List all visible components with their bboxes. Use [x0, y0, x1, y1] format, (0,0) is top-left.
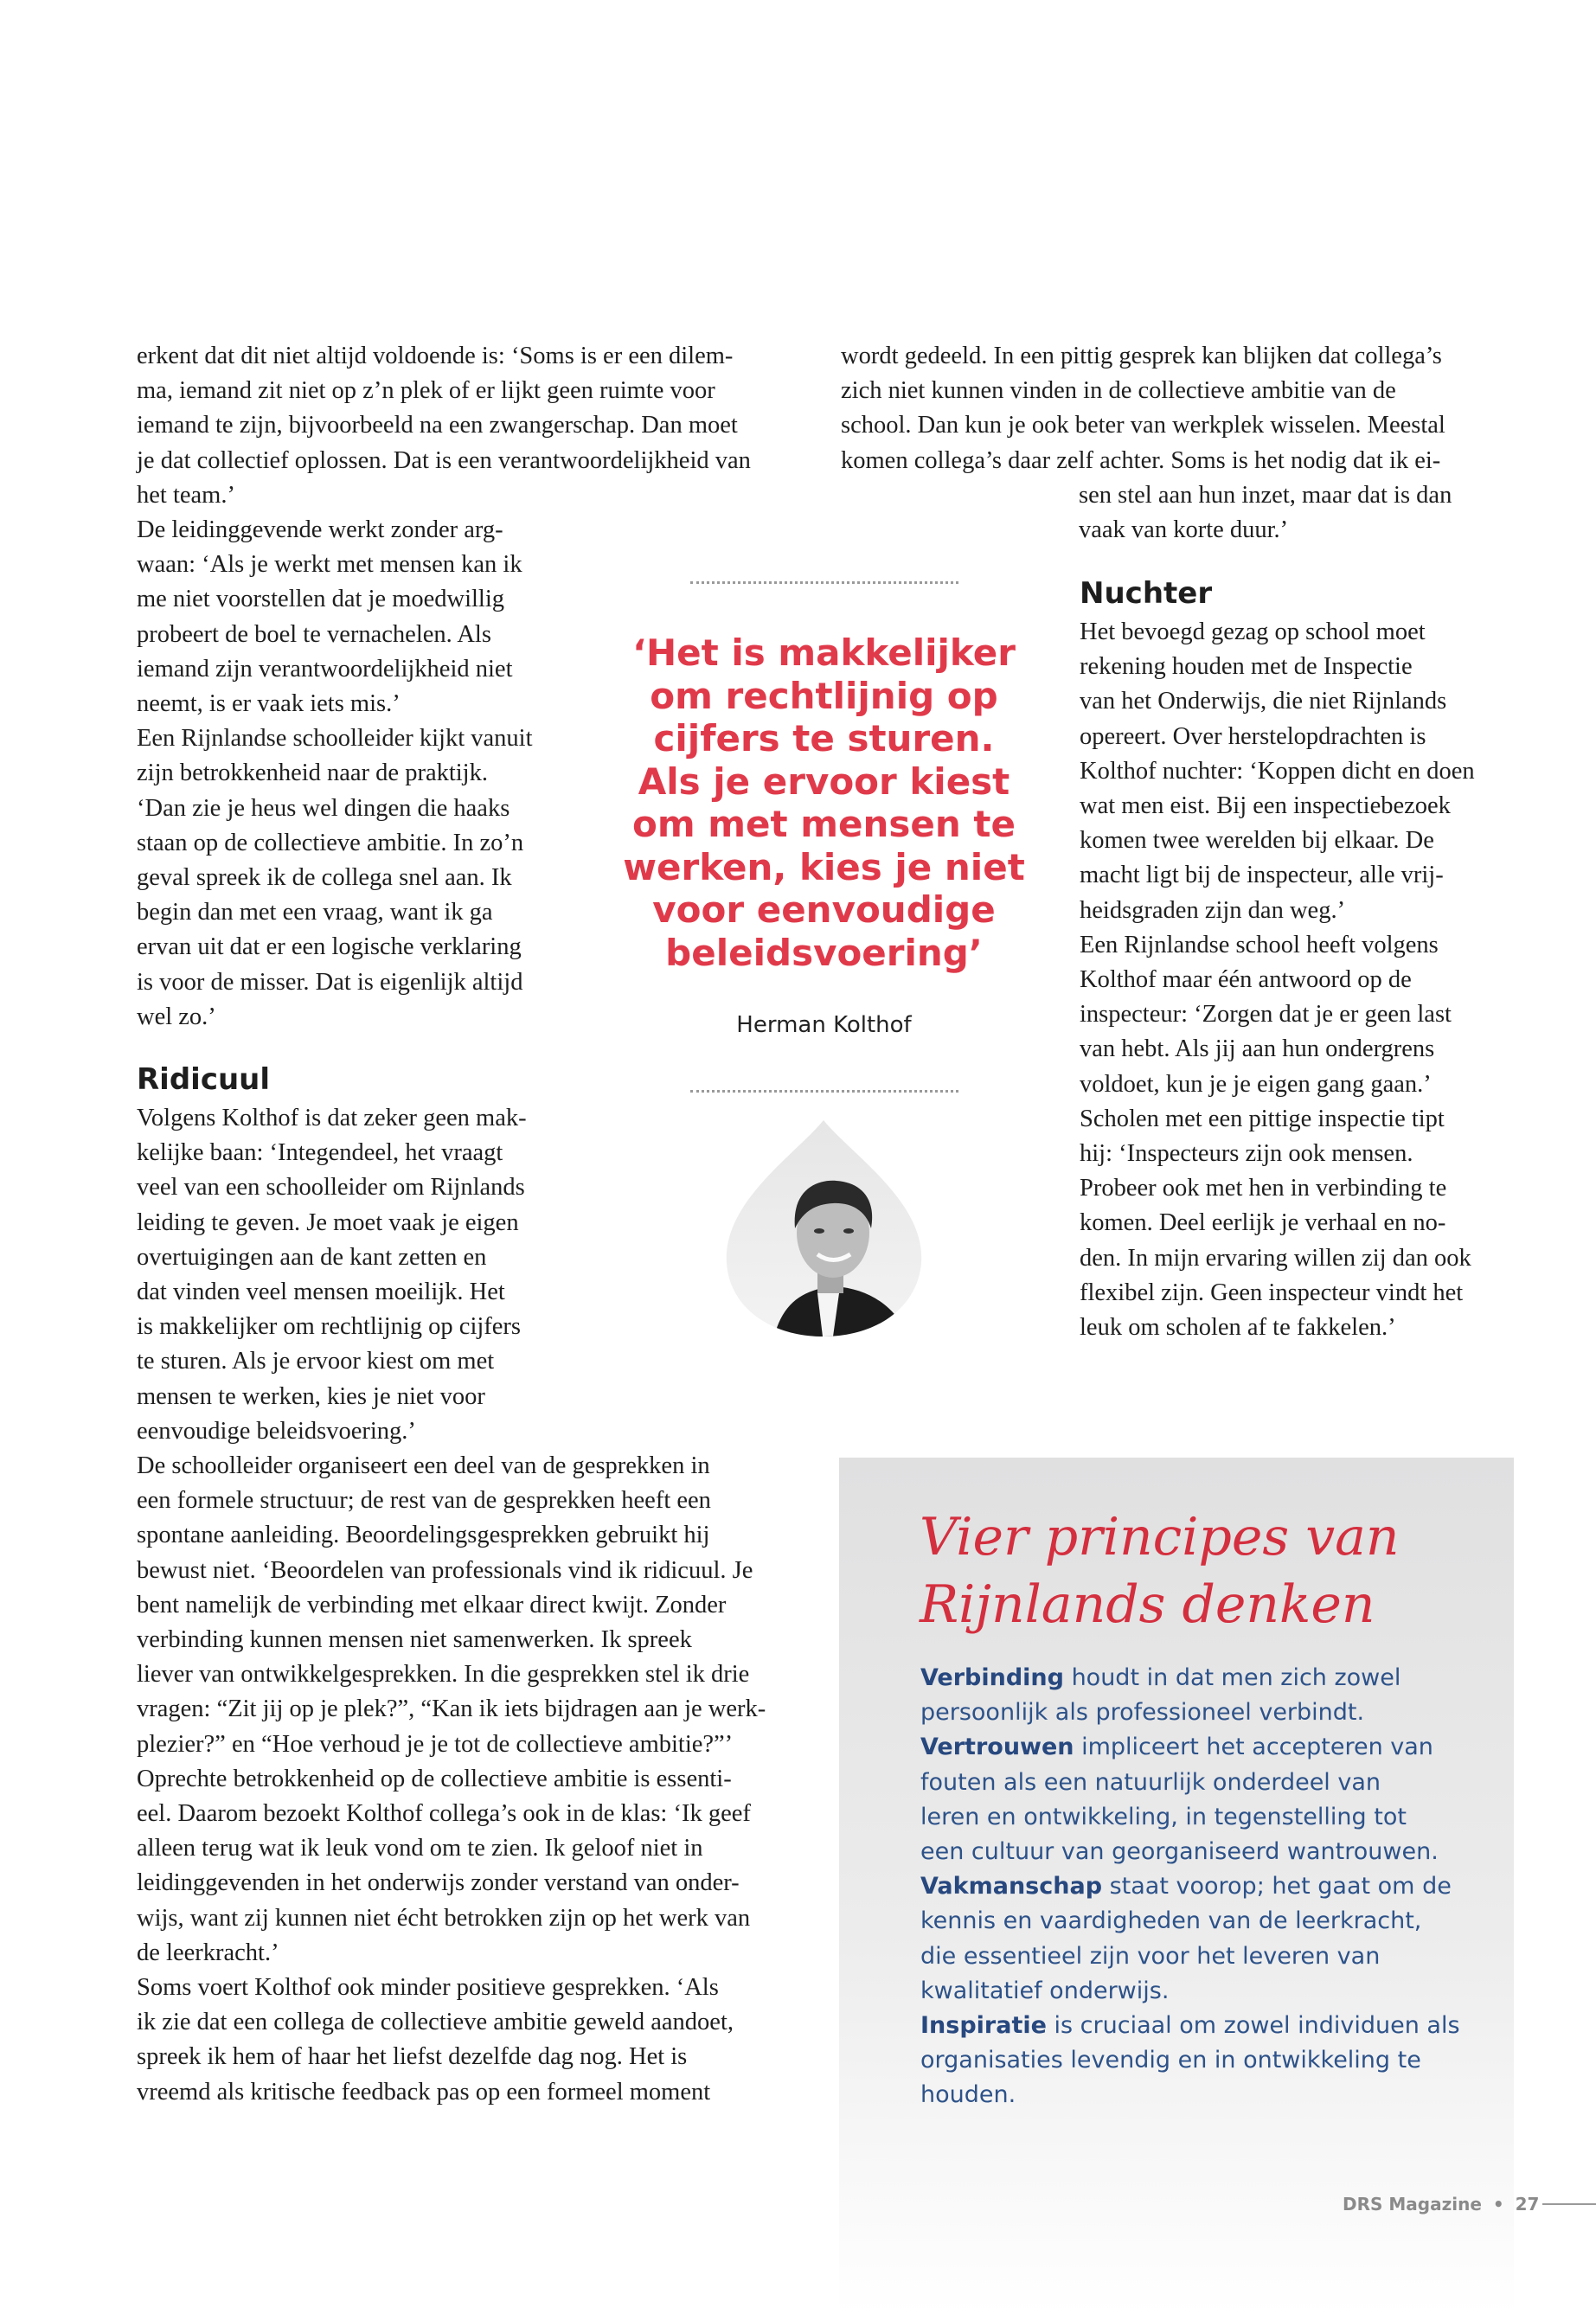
principle-term: Verbinding [920, 1664, 1064, 1691]
text-line: me niet voorstellen dat je moedwillig [137, 586, 505, 613]
text-line: spontane aanleiding. Beoordelingsgesprekken gebruikt hij [137, 1522, 710, 1549]
page-number: 27 [1515, 2194, 1540, 2215]
text-line: inspecteur: ‘Zorgen dat je er geen last [1080, 1001, 1452, 1029]
text-line: veel van een schoolleider om Rijnlands [137, 1174, 525, 1202]
text-line: is voor de misser. Dat is eigenlijk altijd [137, 968, 523, 996]
text-line: De leidinggevende werkt zonder arg- [137, 516, 503, 543]
text-line: geval spreek ik de collega snel aan. Ik [137, 864, 512, 892]
heading-ridicuul: Ridicuul [137, 1062, 271, 1097]
footer-separator: • [1492, 2194, 1504, 2215]
text-line: zijn betrokkenheid naar de praktijk. [137, 760, 488, 787]
text-line: Probeer ook met hen in verbinding te [1080, 1175, 1447, 1202]
text-line: voldoet, kun je je eigen gang gaan.’ [1080, 1070, 1432, 1098]
text-line: Kolthof nuchter: ‘Koppen dicht en doen [1080, 757, 1475, 785]
text-line: van het Onderwijs, die niet Rijnlands [1080, 688, 1447, 715]
text-line: rekening houden met de Inspectie [1080, 653, 1413, 681]
text-line: liever van ontwikkelgesprekken. In die gesprekken stel ik drie [137, 1661, 750, 1689]
text-line: begin dan met een vraag, want ik ga [137, 899, 493, 926]
text-line: Kolthof maar één antwoord op de [1080, 966, 1412, 994]
right-paragraph-2 [1080, 615, 1475, 1345]
text-line: leiding te geven. Je moet vaak je eigen [137, 1208, 519, 1236]
text-line: leidinggevenden in het onderwijs zonder verstand van onder- [137, 1869, 740, 1897]
principle-term: Inspiratie [920, 2012, 1047, 2040]
principle-text: houdt in dat men zich zowel [1063, 1664, 1401, 1691]
text-line: je dat collectief oplossen. Dat is een verantwoordelijkheid van [137, 446, 751, 474]
quote-line: voor eenvoudige [652, 888, 996, 931]
box-title-line: Rijnlands denken [920, 1574, 1375, 1635]
text-line: bewust niet. ‘Beoordelen van professionals vind ik ridicuul. Je [137, 1556, 753, 1584]
text-line: iemand zijn verantwoordelijkheid niet [137, 655, 513, 683]
box-title-line: Vier principes van [920, 1507, 1400, 1567]
text-line: erkent dat dit niet altijd voldoende is: ‘Soms is er een dilem- [137, 343, 734, 369]
principle-term: Vakmanschap [920, 1873, 1103, 1901]
quote-author: Herman Kolthof [736, 1012, 912, 1038]
text-line: Oprechte betrokkenheid op de collectieve ambitie is essenti- [137, 1765, 732, 1792]
text-line: wordt gedeeld. In een pittig gesprek kan blijken dat collega’s [841, 343, 1442, 369]
heading-nuchter: Nuchter [1080, 576, 1213, 611]
text-line: de leerkracht.’ [137, 1939, 279, 1966]
text-line: macht ligt bij de inspecteur, alle vrij- [1080, 862, 1444, 889]
quote-line: Als je ervoor kiest [638, 760, 1010, 803]
text-line: dat vinden veel mensen moeilijk. Het [137, 1279, 505, 1306]
text-line: ervan uit dat er een logische verklaring [137, 933, 522, 961]
portrait-image [722, 1120, 926, 1336]
left-paragraph-1 [137, 339, 751, 513]
text-line: verbinding kunnen mensen niet samenwerken. Ik spreek [137, 1626, 692, 1654]
quote-line: om rechtlijnig op [650, 674, 998, 717]
principle-text: organisaties levendig en in ontwikkeling te [920, 2047, 1421, 2074]
principle-text: persoonlijk als professioneel verbindt. [920, 1699, 1365, 1727]
text-line: overtuigingen aan de kant zetten en [137, 1243, 487, 1271]
principle-text: leren en ontwikkeling, in tegenstelling tot [920, 1803, 1407, 1830]
principle-text: een cultuur van georganiseerd wantrouwen. [920, 1838, 1439, 1866]
text-line: is makkelijker om rechtlijnig op cijfers [137, 1313, 522, 1341]
text-line: heidsgraden zijn dan weg.’ [1080, 896, 1346, 924]
magazine-name: DRS Magazine [1343, 2194, 1482, 2215]
text-line: hij: ‘Inspecteurs zijn ook mensen. [1080, 1140, 1413, 1168]
text-line: komen twee werelden bij elkaar. De [1080, 827, 1434, 855]
principle-text: impliceert het accepteren van [1074, 1734, 1433, 1761]
portrait-photo [722, 1120, 926, 1336]
text-line: een formele structuur; de rest van de gesprekken heeft een [137, 1487, 711, 1515]
text-line: zich niet kunnen vinden in de collectieve ambitie van de [841, 377, 1396, 405]
text-line: Scholen met een pittige inspectie tipt [1080, 1105, 1445, 1132]
text-line: flexibel zijn. Geen inspecteur vindt het [1080, 1279, 1464, 1306]
principle-term: Vertrouwen [920, 1734, 1074, 1761]
principle-text: kwalitatief onderwijs. [920, 1977, 1170, 2004]
principle-verbinding [920, 1661, 1460, 1695]
text-line: spreek ik hem of haar het liefst dezelfde dag nog. Het is [137, 2043, 688, 2071]
principle-text: fouten als een natuurlijk onderdeel van [920, 1768, 1381, 1796]
quote-line: cijfers te sturen. [653, 717, 995, 760]
text-line: opereert. Over herstelopdrachten is [1080, 722, 1426, 750]
text-line: Het bevoegd gezag op school moet [1080, 619, 1426, 645]
text-line: bent namelijk de verbinding met elkaar direct kwijt. Zonder [137, 1591, 727, 1619]
footer-rule [1542, 2203, 1596, 2205]
quote-line: ‘Het is makkelijker [632, 631, 1016, 674]
text-line: mensen te werken, kies je niet voor [137, 1382, 485, 1410]
principle-inspiratie [920, 2009, 1460, 2043]
left-paragraph-3 [137, 1101, 527, 1449]
text-line: wijs, want zij kunnen niet écht betrokken zijn op het werk van [137, 1904, 751, 1932]
quote-line: werken, kies je niet [623, 845, 1025, 888]
text-line: het team.’ [137, 481, 235, 509]
text-line: sen stel aan hun inzet, maar dat is dan [1079, 481, 1452, 509]
principle-vertrouwen [920, 1730, 1460, 1765]
text-line: komen. Deel eerlijk je verhaal en no- [1080, 1209, 1446, 1237]
text-line: Een Rijnlandse school heeft volgens [1080, 931, 1439, 958]
text-line: wel zo.’ [137, 1003, 216, 1030]
text-line: waan: ‘Als je werkt met mensen kan ik [137, 551, 522, 579]
page-footer [1343, 2194, 1539, 2215]
text-line: van hebt. Als jij aan hun ondergrens [1080, 1035, 1435, 1063]
text-line: ma, iemand zit niet op z’n plek of er lijkt geen ruimte voor [137, 377, 715, 405]
text-line: ‘Dan zie je heus wel dingen die haaks [137, 794, 510, 822]
quote-line: beleidsvoering’ [665, 931, 983, 974]
text-line: te sturen. Als je ervoor kiest om met [137, 1348, 495, 1375]
text-line: vreemd als kritische feedback pas op een formeel moment [137, 2078, 711, 2106]
text-line: staan op de collectieve ambitie. In zo’n [137, 829, 524, 856]
text-line: Soms voert Kolthof ook minder positieve gesprekken. ‘Als [137, 1974, 719, 2002]
text-line: neemt, is er vaak iets mis.’ [137, 690, 401, 718]
quote-divider-bottom [690, 1090, 958, 1093]
principle-text: is cruciaal om zowel individuen als [1046, 2012, 1460, 2040]
principle-text: staat voorop; het gaat om de [1102, 1873, 1452, 1901]
left-paragraph-2 [137, 513, 533, 1035]
text-line: kelijke baan: ‘Integendeel, het vraagt [137, 1139, 503, 1167]
left-paragraph-4 [137, 1449, 766, 2110]
principle-text: die essentieel zijn voor het leveren van [920, 1942, 1381, 1970]
principle-vakmanschap [920, 1869, 1460, 1904]
text-line: iemand te zijn, bijvoorbeeld na een zwangerschap. Dan moet [137, 412, 738, 439]
text-line: Volgens Kolthof is dat zeker geen mak- [137, 1105, 527, 1131]
text-line: eel. Daarom bezoekt Kolthof collega’s ook in de klas: ‘Ik geef [137, 1800, 751, 1828]
text-line: De schoolleider organiseert een deel van de gesprekken in [137, 1452, 710, 1479]
text-line: vragen: “Zit jij op je plek?”, “Kan ik iets bijdragen aan je werk- [137, 1695, 766, 1723]
principle-text: kennis en vaardigheden van de leerkracht, [920, 1907, 1422, 1935]
text-line: plezier?” en “Hoe verhoud je je tot de collectieve ambitie?”’ [137, 1730, 734, 1758]
text-line: wat men eist. Bij een inspectiebezoek [1080, 792, 1451, 820]
quote-divider-top [690, 581, 958, 584]
pull-quote [606, 631, 1042, 974]
text-line: komen collega’s daar zelf achter. Soms is het nodig dat ik ei- [841, 446, 1441, 474]
principles-list [920, 1661, 1460, 2113]
text-line: alleen terug wat ik leuk vond om te zien. Ik geloof niet in [137, 1835, 703, 1862]
text-line: vaak van korte duur.’ [1079, 516, 1289, 544]
box-title [920, 1503, 1400, 1638]
text-line: ik zie dat een collega de collectieve ambitie geweld aandoet, [137, 2009, 734, 2036]
principle-text: houden. [920, 2081, 1016, 2109]
text-line: probeert de boel te vernachelen. Als [137, 620, 491, 648]
text-line: eenvoudige beleidsvoering.’ [137, 1417, 416, 1445]
text-line: den. In mijn ervaring willen zij dan ook [1080, 1244, 1471, 1272]
text-line: Een Rijnlandse schoolleider kijkt vanuit [137, 725, 533, 753]
text-line: school. Dan kun je ook beter van werkplek wisselen. Meestal [841, 412, 1445, 439]
right-paragraph-1 [841, 339, 1452, 548]
text-line: leuk om scholen af te fakkelen.’ [1080, 1314, 1396, 1342]
quote-line: om met mensen te [632, 803, 1016, 845]
